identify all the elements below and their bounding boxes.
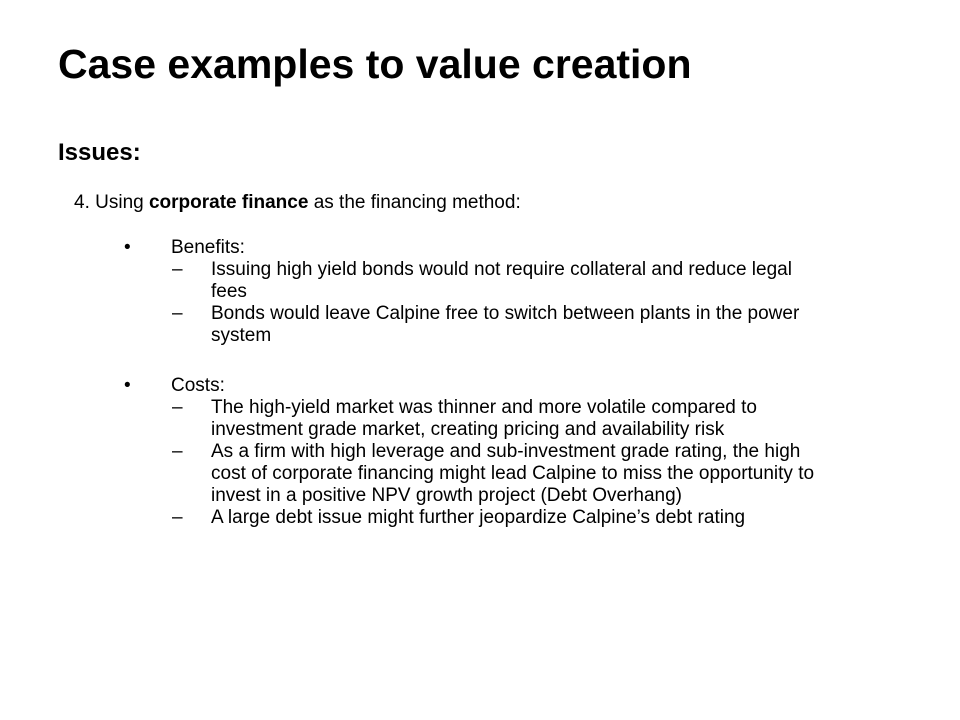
- cost-item: [124, 441, 831, 507]
- cost-item: [124, 397, 831, 441]
- bullet-icon: •: [124, 237, 131, 258]
- benefit-item-text: Bonds would leave Calpine free to switch between plants in the power system: [211, 303, 800, 346]
- intro-prefix: 4. Using: [74, 192, 149, 213]
- costs-label: Costs:: [171, 375, 225, 396]
- dash-icon: –: [172, 259, 183, 280]
- benefits-label: Benefits:: [171, 237, 245, 258]
- costs-bullet: [124, 375, 924, 397]
- cost-item-text: The high-yield market was thinner and more volatile compared to investment grade market, creating pricing and availability risk: [211, 397, 757, 440]
- costs-group: [124, 375, 924, 529]
- intro-line: [74, 190, 521, 216]
- dash-icon: –: [172, 441, 183, 462]
- cost-item-text: As a firm with high leverage and sub-investment grade rating, the high cost of corporate financing might lead Calpine to miss the opportunity to invest in a positive NPV growth project (Debt Overhang): [211, 441, 815, 506]
- benefits-group: [124, 237, 924, 347]
- dash-icon: –: [172, 303, 183, 324]
- benefit-item-text: Issuing high yield bonds would not require collateral and reduce legal fees: [211, 259, 792, 302]
- cost-item-text: A large debt issue might further jeopardize Calpine’s debt rating: [211, 507, 746, 528]
- dash-icon: –: [172, 507, 183, 528]
- benefits-bullet: [124, 237, 924, 259]
- slide-title: Case examples to value creation: [58, 41, 692, 87]
- cost-item: [124, 507, 831, 529]
- dash-icon: –: [172, 397, 183, 418]
- bullet-icon: •: [124, 375, 131, 396]
- intro-suffix: as the financing method:: [308, 192, 521, 213]
- benefit-item: [124, 259, 831, 303]
- section-heading: Issues:: [58, 139, 141, 166]
- intro-emphasis: corporate finance: [148, 192, 309, 213]
- benefit-item: [124, 303, 831, 347]
